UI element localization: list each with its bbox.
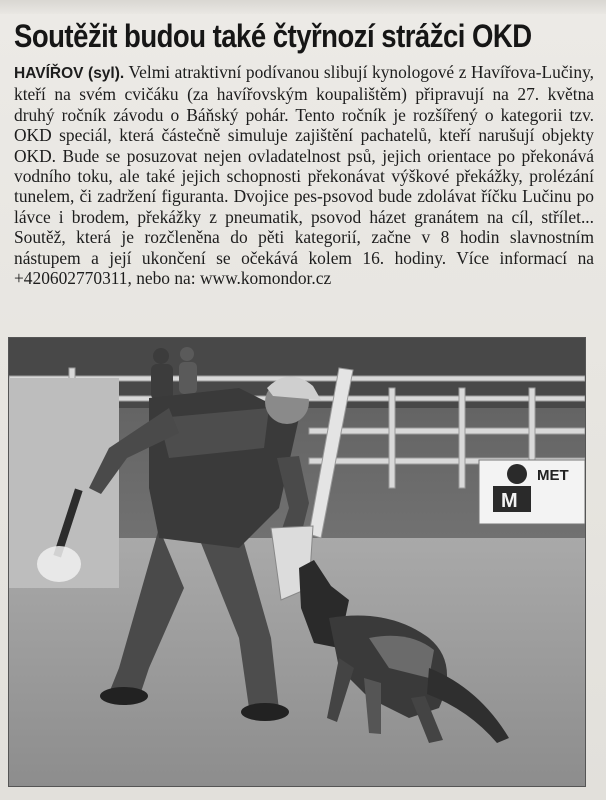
article-photo [8, 337, 586, 787]
previous-article-edge [0, 0, 606, 14]
article-headline: Soutěžit budou také čtyřnozí strážci OKD [14, 18, 532, 54]
article-byline: HAVÍŘOV (syl). [14, 65, 125, 82]
article-body [14, 62, 594, 288]
sign-logo: M [501, 490, 518, 512]
article-text: Velmi atraktivní podívanou slibují kynologové z Havířova-Lučiny, kteří na svém cvičáku (za havířovským koupalištěm) připravují na 27. května druhý ročník závodu o Báňský pohár. Tento ročník je rozšířený o kategorii tzv. OKD speciál, která částečně simuluje zajištění pachatelů, kteří narušují objekty OKD. Bude se posuzovat nejen ovladatelnost psů, jejich orientace po překonává vodního toku, ale také jejich schopnosti překonávat výškové překážky, prolézání tunelem, či zadržení figuranta. Dvojice pes-psovod bude zdolávat říčku Lučinu po lávce i brodem, překážky z pneumatik, psovod házet granátem na cíl, střílet... Soutěž, která je rozčleněna do pěti kategorií, začne v 8 hodin slavnostním nástupem a její ukončení se očekává kolem 16. hodiny. Více informací na +420602770311, nebo na: www.komondor.cz [14, 62, 595, 289]
photo-motion-blur [37, 546, 81, 582]
photo-sign [479, 460, 585, 524]
sign-text: MET [537, 467, 569, 484]
